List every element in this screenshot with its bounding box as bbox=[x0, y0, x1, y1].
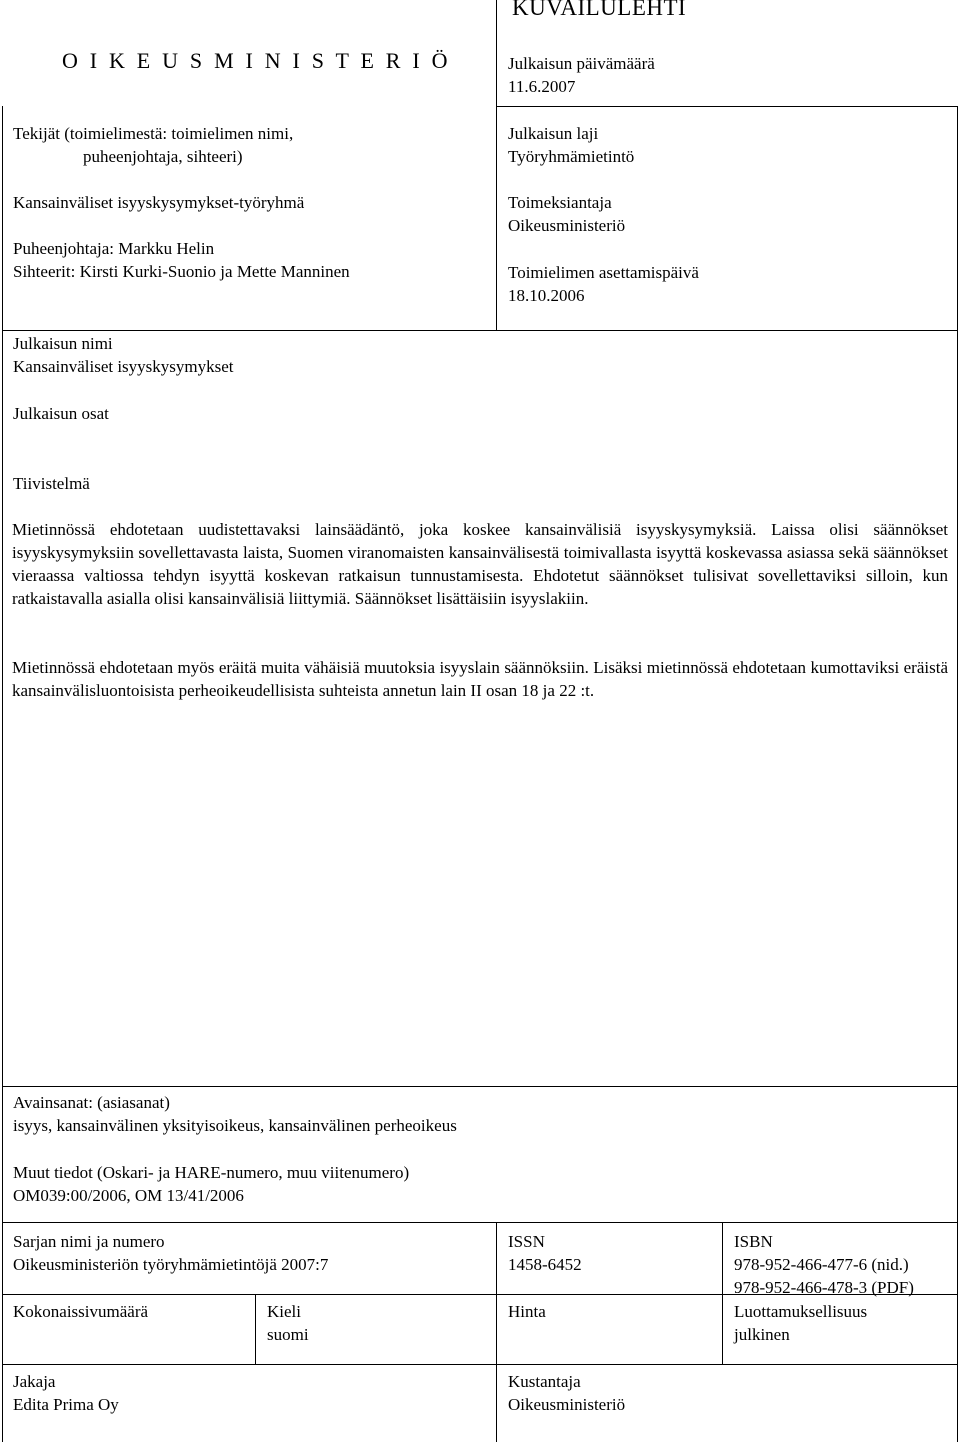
publication-date-label: Julkaisun päivämäärä bbox=[508, 54, 655, 73]
publisher-label: Kustantaja bbox=[508, 1372, 581, 1391]
confidentiality-value: julkinen bbox=[734, 1325, 790, 1344]
authors-group: Kansainväliset isyyskysymykset-työryhmä bbox=[13, 193, 305, 212]
form-title: KUVAILULEHTI bbox=[512, 0, 687, 20]
authors-chair: Puheenjohtaja: Markku Helin bbox=[13, 239, 215, 258]
divider bbox=[496, 1222, 497, 1442]
publication-date-value: 11.6.2007 bbox=[508, 77, 576, 96]
distributor-value: Edita Prima Oy bbox=[13, 1395, 119, 1414]
divider bbox=[957, 330, 958, 1442]
abstract-paragraph-1: Mietinnössä ehdotetaan uudistettavaksi lainsäädäntö, joka koskee kansainvälisiä isyyskysymyksiä. Laissa olisi säännökset isyyskysymyksiin sovellettavasta laista, Suomen viranomaisten kansainvälisestä toimivallasta isyyttä koskevassa asiassa sekä säännökset vieraassa valtiossa tehdyn isyyttä koskevan ratkaisun tunnustamisesta. Ehdotetut säännökset tulisivat sovellettaviksi silloin, kun ratkaistavalla asialla olisi kansainvälisiä liittymiä. Säännökset lisättäisiin isyyslakiin. bbox=[12, 520, 948, 608]
divider bbox=[2, 106, 3, 1442]
keywords-label: Avainsanat: (asiasanat) bbox=[13, 1093, 170, 1112]
isbn-value-pdf: 978-952-466-478-3 (PDF) bbox=[734, 1278, 914, 1297]
price-label: Hinta bbox=[508, 1302, 546, 1321]
divider bbox=[2, 330, 958, 331]
divider bbox=[496, 0, 497, 331]
ministry-name: O I K E U S M I N I S T E R I Ö bbox=[62, 48, 451, 73]
divider bbox=[2, 1222, 958, 1223]
divider bbox=[957, 106, 958, 331]
publication-type-value: Työryhmämietintö bbox=[508, 147, 635, 166]
issn-value: 1458-6452 bbox=[508, 1255, 582, 1274]
series-value: Oikeusministeriön työryhmämietintöjä 2007:7 bbox=[13, 1255, 329, 1274]
confidentiality-label: Luottamuksellisuus bbox=[734, 1302, 868, 1321]
appointed-label: Toimielimen asettamispäivä bbox=[508, 263, 699, 282]
isbn-value-print: 978-952-466-477-6 (nid.) bbox=[734, 1255, 909, 1274]
divider bbox=[2, 1086, 958, 1087]
divider bbox=[722, 1222, 723, 1364]
divider bbox=[496, 106, 958, 107]
issn-label: ISSN bbox=[508, 1232, 545, 1251]
abstract-label: Tiivistelmä bbox=[13, 474, 90, 493]
authors-label-continued: puheenjohtaja, sihteeri) bbox=[83, 147, 243, 166]
language-value: suomi bbox=[267, 1325, 309, 1344]
commissioner-label: Toimeksiantaja bbox=[508, 193, 612, 212]
series-label: Sarjan nimi ja numero bbox=[13, 1232, 165, 1251]
title-label: Julkaisun nimi bbox=[13, 334, 113, 353]
parts-label: Julkaisun osat bbox=[13, 404, 109, 423]
language-label: Kieli bbox=[267, 1302, 301, 1321]
abstract-paragraph-2: Mietinnössä ehdotetaan myös eräitä muita vähäisiä muutoksia isyyslain säännöksiin. Lisäksi mietinnössä ehdotetaan kumottaviksi eräistä kansainvälisluontoisista perheoikeudellisista suhteista annetun lain II osan 18 ja 22 :t. bbox=[12, 658, 948, 700]
authors-label: Tekijät (toimielimestä: toimielimen nimi, bbox=[13, 124, 294, 143]
commissioner-value: Oikeusministeriö bbox=[508, 216, 626, 235]
appointed-value: 18.10.2006 bbox=[508, 286, 585, 305]
title-value: Kansainväliset isyyskysymykset bbox=[13, 357, 234, 376]
other-info-value: OM039:00/2006, OM 13/41/2006 bbox=[13, 1186, 244, 1205]
publisher-value: Oikeusministeriö bbox=[508, 1395, 626, 1414]
isbn-label: ISBN bbox=[734, 1232, 773, 1251]
keywords-value: isyys, kansainvälinen yksityisoikeus, kansainvälinen perheoikeus bbox=[13, 1116, 457, 1135]
publication-type-label: Julkaisun laji bbox=[508, 124, 599, 143]
pages-label: Kokonaissivumäärä bbox=[13, 1302, 149, 1321]
other-info-label: Muut tiedot (Oskari- ja HARE-numero, muu viitenumero) bbox=[13, 1163, 410, 1182]
distributor-label: Jakaja bbox=[13, 1372, 56, 1391]
divider bbox=[2, 1364, 958, 1365]
authors-secretaries: Sihteerit: Kirsti Kurki-Suonio ja Mette Manninen bbox=[13, 262, 350, 281]
divider bbox=[255, 1294, 256, 1364]
